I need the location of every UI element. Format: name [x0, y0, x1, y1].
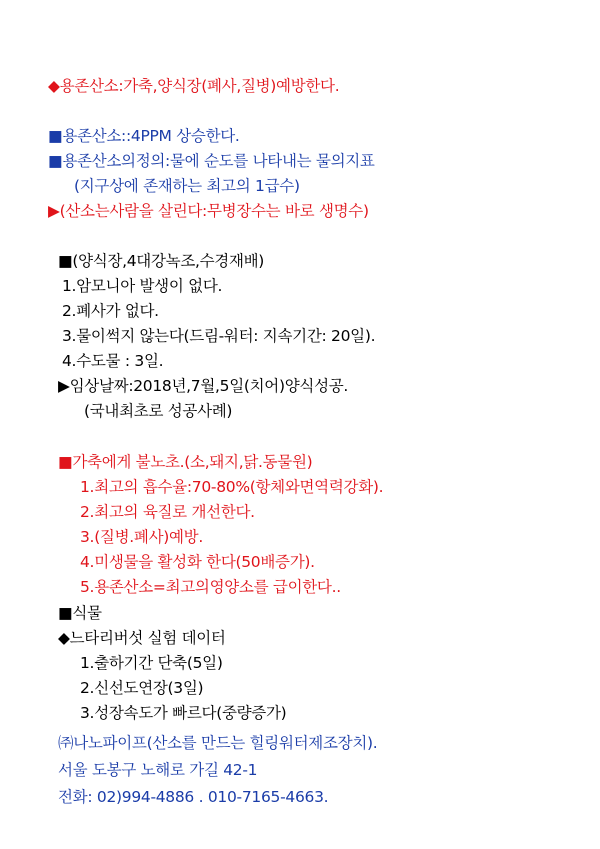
line-oxygen-prevention: ◆용존산소:가축,양식장(폐사,질병)예방한다. [48, 77, 340, 95]
section-plants-heading: ■식물 [58, 604, 102, 622]
line-oxygen-definition: ■용존산소의정의:물에 순도를 나타내는 물의지표 [48, 152, 375, 170]
line-first-grade-water: (지구상에 존재하는 최고의 1급수) [74, 177, 300, 195]
list-item: 3.(질병.폐사)예방. [80, 528, 203, 546]
list-item: 2.신선도연장(3일) [80, 679, 204, 697]
section-livestock-heading: ■가축에게 불노초.(소,돼지,닭.동물원) [58, 453, 313, 471]
list-item: 2.폐사가 없다. [62, 302, 159, 320]
line-clinical-date: ▶임상날짜:2018년,7월,5일(치어)양식성공. [58, 377, 349, 395]
section-fish-farm-heading: ■(양식장,4대강녹조,수경재배) [58, 252, 265, 270]
company-phone: 전화: 02)994-4886 . 010-7165-4663. [58, 788, 329, 806]
list-item: 1.출하기간 단축(5일) [80, 654, 223, 672]
list-item: 4.수도물 : 3일. [62, 352, 164, 370]
line-oxygen-saves-people: ▶(산소는사람을 살린다:무병장수는 바로 생명수) [48, 202, 369, 220]
line-mushroom-experiment: ◆느타리버섯 실험 데이터 [58, 629, 226, 647]
company-address: 서울 도봉구 노해로 가길 42-1 [58, 761, 258, 779]
list-item: 2.최고의 육질로 개선한다. [80, 503, 255, 521]
list-item: 3.성장속도가 빠르다(중량증가) [80, 704, 287, 722]
line-oxygen-4ppm: ■용존산소::4PPM 상승한다. [48, 127, 240, 145]
list-item: 4.미생물을 활성화 한다(50배증가). [80, 553, 315, 571]
list-item: 3.물이썩지 않는다(드림-워터: 지속기간: 20일). [62, 327, 376, 345]
company-name: ㈜나노파이프(산소를 만드는 힐링워터제조장치). [58, 734, 378, 752]
list-item: 5.용존산소=최고의영양소를 급이한다.. [80, 578, 341, 596]
list-item: 1.암모니아 발생이 없다. [62, 277, 223, 295]
line-first-success-case: (국내최초로 성공사례) [84, 402, 233, 420]
list-item: 1.최고의 흡수율:70-80%(항체와면역력강화). [80, 478, 384, 496]
